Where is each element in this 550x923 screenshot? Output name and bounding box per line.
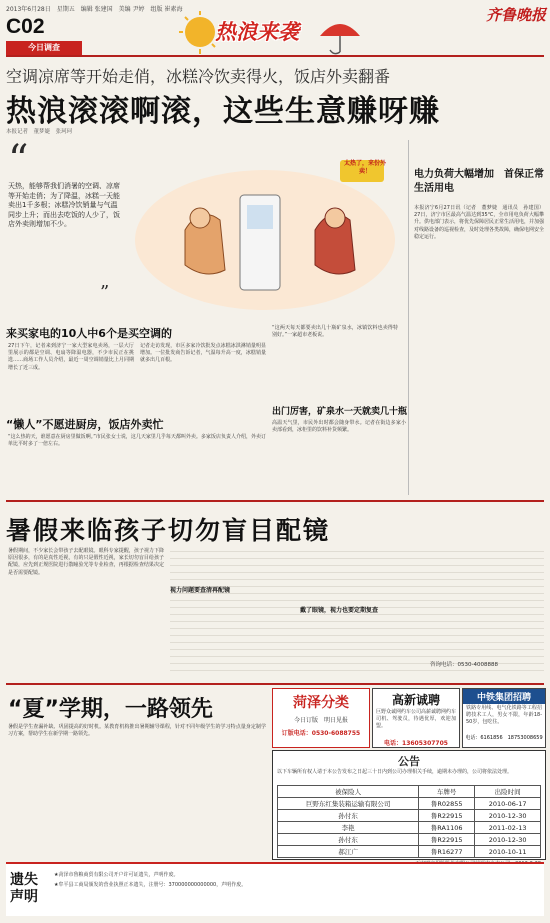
quote-mark-icon: “ xyxy=(8,137,29,183)
col-header: 被保险人 xyxy=(278,786,419,798)
banner-title: 热浪来袭 xyxy=(215,20,299,44)
cell: 鲁R02855 xyxy=(419,798,475,810)
ad-hire-box xyxy=(462,688,546,748)
lead-subhead-2: “懒人”不愿进厨房，饭店外卖忙 xyxy=(6,418,164,431)
lost-notice-item: ★菏泽市鲁粮商贸有限公司开户许可证遗失，声明作废。 xyxy=(54,872,179,878)
second-headline: 暑假来临孩子切勿盲目配镜 xyxy=(6,516,331,545)
section-tag: 今日调查 xyxy=(6,41,82,55)
cell: 鲁R22915 xyxy=(419,834,475,846)
ad-hire-body: 铁路专用线、电气化铁路等工程招聘技术工人，男女不限，年龄18-50岁，包吃住。 xyxy=(466,705,542,726)
cell: 2010-10-11 xyxy=(475,846,541,858)
lead-byline: 本报记者 董梦婕 张珂珂 xyxy=(6,129,73,135)
date-line: 2013年6月28日 星期五 编辑 张建国 美编 尹婷 组版 崔素海 xyxy=(6,6,183,13)
lead-body-4: “这两天每天都要卖出几十瓶矿泉水，冰镇饮料也卖得特别好。”一家超市老板说。 xyxy=(272,325,398,339)
lead-body-2: 记者走访发现，市区多家冷饮批发点冰糕冰淇淋销量明显增加。一位批发商告诉记者，气温每升高一度，冰糕销量就多出几百根。 xyxy=(140,343,266,364)
side-divider xyxy=(408,140,409,495)
cell: 鲁RA1106 xyxy=(419,822,475,834)
table-row xyxy=(278,834,541,846)
lead-pullquote: 天热，能够帮我们消暑的空调、凉席等开始走俏；为了降温，冰糕一天能卖出1千多根；冰糕冷饮销量与气温同步上升；而出去吃饭的人少了，饭店外卖则增加不少。 xyxy=(8,182,120,228)
col-header: 车牌号 xyxy=(419,786,475,798)
lead-body-5: 高温天气里，市民外出时都会随身带水。记者在街边多家小卖部看到，冰柜里的饮料补货频繁。 xyxy=(272,420,406,434)
cell: 巨野东红集装箱运输有限公司 xyxy=(278,798,419,810)
lead-subhead-3: 出门厉害，矿泉水一天就卖几十瓶 xyxy=(272,407,408,417)
notice-table-header xyxy=(278,786,541,798)
lost-notice-label: 遗失声明 xyxy=(10,872,38,905)
lost-notice-item: ★牟平县工商局颁发的营业执照正本遗失，注册号：370000000000000，声明作废。 xyxy=(54,882,247,888)
notice-title: 公告 xyxy=(398,755,420,768)
ad-clean-title: 菏泽分类 xyxy=(293,695,349,711)
ad-clean-box xyxy=(272,688,370,748)
cell: 孙付东 xyxy=(278,834,419,846)
cell: 2010-12-30 xyxy=(475,834,541,846)
ad-clean-subtitle: 今日订版 明日见报 xyxy=(293,717,348,724)
ad-hire-title: 中铁集团招聘 xyxy=(463,689,545,704)
second-subhead: 视力问题要查清再配镜 xyxy=(170,587,231,594)
second-subhead-2: 戴了眼镜，视力也要定期复查 xyxy=(300,607,379,614)
cell: 郝江广 xyxy=(278,846,419,858)
lead-kicker: 空调凉席等开始走俏，冰糕冷饮卖得火，饭店外卖翻番 xyxy=(6,67,391,86)
cell: 李艳 xyxy=(278,822,419,834)
table-row xyxy=(278,810,541,822)
cell: 鲁R16277 xyxy=(419,846,475,858)
page-number: C02 xyxy=(6,15,45,38)
cell: 2010-12-30 xyxy=(475,810,541,822)
col-header: 出险时间 xyxy=(475,786,541,798)
ad-recruit-title: 高新诚聘 xyxy=(391,693,440,707)
side-body: 本报济宁6月27日讯（记者 董梦婕 通讯员 孙建国）27日，济宁市区最高气温达到35℃，全市用电负荷大幅攀升。供电部门表示，将优先保障居民正常生活用电，并加强对线路设备的巡视检查，及时处理各类故障，确保电网安全稳定运行。 xyxy=(414,205,545,240)
ad-hire-phone: 电话：6161856 18753008659 xyxy=(465,735,543,741)
feature-body: 暑假是学生查漏补缺、巩固提高的好时机。某教育机构推出暑期辅导课程，针对不同年级学生的学习特点量身定制学习方案，帮助学生在新学期一路领先。 xyxy=(8,724,266,738)
feature-headline: “夏”学期，一路领先 xyxy=(8,697,213,722)
notice-box xyxy=(272,750,546,860)
lead-subhead-1: 来买家电的10人中6个是买空调的 xyxy=(6,327,172,340)
callout-bubble: 太热了，来份外卖！ xyxy=(343,160,386,175)
cell: 孙付东 xyxy=(278,810,419,822)
lead-headline: 热浪滚滚啊滚，这些生意赚呀赚 xyxy=(6,94,440,129)
notice-intro: 以下车辆所有权人请于本公告发布之日起三十日内到公司办理相关手续，逾期未办理的，公司将依法处理。 xyxy=(277,769,513,775)
newspaper-logo: 齐鲁晚报 xyxy=(485,6,546,24)
lost-notice-box xyxy=(6,862,544,916)
ad-recruit-phone: 电话：13605307705 xyxy=(384,740,448,747)
ad-clean-phone: 订版电话：0530-6088755 xyxy=(281,730,361,737)
notice-table xyxy=(277,785,541,858)
cell: 2011-02-13 xyxy=(475,822,541,834)
lead-body-3: “这么热的天，谁愿意在厨房里做饭啊。”市民张女士说，这几天家里几乎每天都叫外卖。多家饭店负责人介绍，外卖订单比平时多了一倍左右。 xyxy=(8,434,266,448)
table-row xyxy=(278,822,541,834)
ad-recruit-body: 巨野众诚网约车公司高薪诚聘网约车司机、驾驶员，待遇优厚，欢迎加盟。 xyxy=(376,709,457,730)
quote-end-icon: ” xyxy=(100,282,110,303)
lead-body-1: 27日下午，记者来到济宁一家大型家电卖场，一层大厅里展示的都是空调、电扇等降温电器，不少市民正在挑选……商场工作人员介绍，最近一周空调销量比上月同期增长了近三成。 xyxy=(8,343,134,371)
side-headline: 电力负荷大幅增加 首保正常生活用电 xyxy=(414,169,544,194)
second-body: 暑假期间，不少家长会带孩子去配眼镜。眼科专家提醒，孩子视力下降原因很多，有的是真性近视，有的只是假性近视，家长切勿盲目给孩子配镜，应先到正规医院进行散瞳验光等专业检查，再根据检查结果决定是否需要配镜。 xyxy=(8,548,164,576)
table-row xyxy=(278,798,541,810)
ad-recruit-box xyxy=(372,688,460,748)
table-row xyxy=(278,846,541,858)
lower-rule xyxy=(6,683,544,685)
cell: 2010-06-17 xyxy=(475,798,541,810)
mid-rule xyxy=(6,500,544,502)
second-phone: 咨询电话：0530-4008888 xyxy=(430,662,498,668)
cell: 鲁R22915 xyxy=(419,810,475,822)
